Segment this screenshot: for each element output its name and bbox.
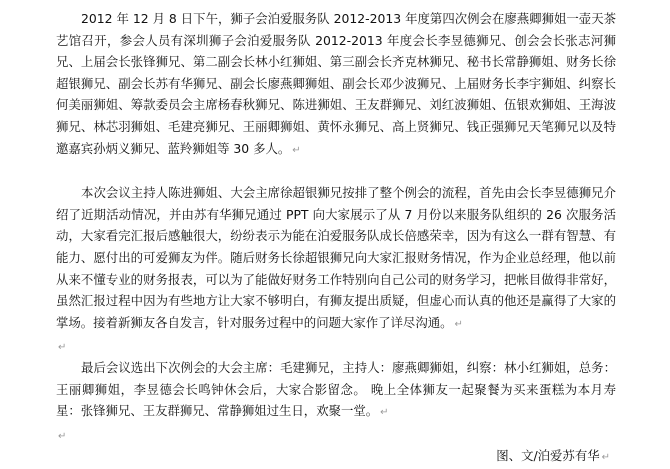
empty-line xyxy=(56,424,616,446)
paragraph-mark-icon: ↵ xyxy=(601,452,610,464)
paragraph-mark-icon: ↵ xyxy=(58,430,67,442)
paragraph-text: 2012 年 12 月 8 日下午，狮子会泊爱服务队 2012-2013 年度第四次例会在廖燕卿狮姐一壶天茶艺馆召开，参会人员有深圳狮子会泊爱服务队 2012-2013 年度会长李昱德狮兄、创会会长张志河狮兄、上届会长张锋狮兄、第二副会长林小红狮姐、第三副会长齐克林狮兄、秘书长常静狮姐、财务长徐超银狮兄、副会长苏有华狮兄、副会长廖燕卿狮姐、副会长邓少波狮兄、上届财务长李宇狮姐、纠察长何美丽狮姐、筹款委员会主席杨春秋狮兄、陈进狮姐、王友群狮兄、刘红波狮姐、伍银欢狮姐、王海波狮兄、林芯羽狮姐、毛建亮狮兄、王丽卿狮姐、黄怀永狮兄、高上贤狮兄、钱正强狮兄天笔狮兄以及特邀嘉宾孙炳义狮兄、蓝羚狮姐等 30 多人。 xyxy=(56,11,616,156)
paragraph-meeting-closing xyxy=(56,357,616,424)
paragraph-mark-icon: ↵ xyxy=(58,342,67,354)
paragraph-spacer xyxy=(56,161,616,182)
paragraph-text: 本次会议主持人陈进狮姐、大会主席徐超银狮兄按排了整个例会的流程，首先由会长李昱德狮兄介绍了近期活动情况，并由苏有华狮兄通过 PPT 向大家展示了从 7 月份以来服务队组织的 26 次服务活动，大家看完汇报后感触很大，纷纷表示为能在泊爱服务队成长倍感荣幸，因为有这么一群有智慧、有能力、愿付出的可爱狮友为伴。随后财务长徐超银狮兄向大家汇报财务情况，作为企业总经理，他以前从来不懂专业的财务报表，可以为了能做好财务工作特别向自己公司的财务学习，把帐目做得非常好，虽然汇报过程中因为有些地方让大家不够明白，有狮友提出质疑，但虚心而认真的他还是赢得了大家的掌场。接着新狮友各自发言，针对服务过程中的问题大家作了详尽沟通。 xyxy=(56,185,616,330)
author-signature xyxy=(56,445,616,469)
empty-line xyxy=(56,335,616,357)
paragraph-meeting-attendees xyxy=(56,8,616,161)
paragraph-text: 最后会议选出下次例会的大会主席：毛建狮兄，主持人：廖燕卿狮姐，纠察：林小红狮姐，总务：王丽卿狮姐，李昱德会长鸣钟休会后，大家合影留念。 晚上全体狮友一起聚餐为买来蛋糕为本月寿星：张锋狮兄、王友群狮兄、常静狮姐过生日，欢聚一堂。 xyxy=(56,359,616,419)
paragraph-mark-icon: ↵ xyxy=(454,318,463,330)
document-body xyxy=(56,8,616,469)
signature-text: 图、文/泊爱苏有华 xyxy=(496,448,600,464)
paragraph-mark-icon: ↵ xyxy=(380,407,389,419)
paragraph-mark-icon: ↵ xyxy=(292,144,301,156)
paragraph-meeting-proceedings xyxy=(56,182,616,335)
